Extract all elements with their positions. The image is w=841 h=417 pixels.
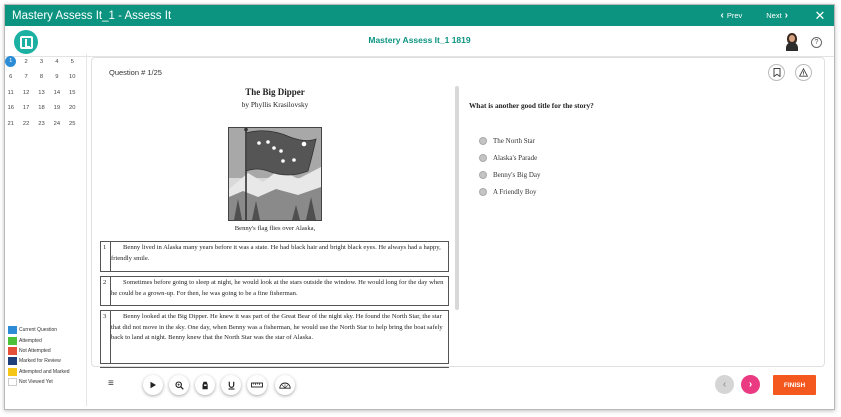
- paragraph-text: Sometimes before going to sleep at night, he would look at the stars outside the window. He would long for the day when he could be a grown-up. For then, he was going to be a fine fisherman.: [111, 279, 444, 297]
- report-issue-button[interactable]: [795, 64, 812, 81]
- legend-swatch: [8, 357, 17, 365]
- answer-option[interactable]: [479, 183, 541, 200]
- question-number[interactable]: 10: [69, 74, 76, 81]
- highlighter-button[interactable]: [195, 375, 215, 395]
- question-number[interactable]: 12: [22, 89, 30, 96]
- answer-options: [479, 132, 541, 200]
- legend-item: Attempted and Marked: [8, 367, 70, 377]
- legend-swatch: [8, 378, 17, 386]
- bookmark-icon: [773, 68, 781, 77]
- question-number[interactable]: 3: [39, 58, 44, 65]
- status-legend: [8, 325, 70, 387]
- paragraph-number: 3: [103, 313, 107, 320]
- navigator-row: [3, 54, 83, 70]
- navigator-row: [3, 101, 83, 117]
- question-number[interactable]: 22: [22, 120, 30, 127]
- question-number-label: Question # 1/25: [109, 68, 162, 77]
- question-number[interactable]: 2: [24, 58, 28, 65]
- legend-item: Current Question: [8, 325, 70, 335]
- question-number[interactable]: 7: [24, 74, 28, 81]
- paragraph-text: Benny lived in Alaska many years before it was a state. He had black hair and bright black eyes. He always had a happy, friendly smile.: [111, 244, 441, 262]
- avatar[interactable]: [784, 33, 800, 51]
- prev-question-link[interactable]: [720, 10, 742, 21]
- question-number[interactable]: 24: [53, 120, 61, 127]
- window-title: Mastery Assess It_1 - Assess It: [12, 9, 172, 22]
- answer-option[interactable]: [479, 149, 541, 166]
- legend-item: Attempted: [8, 335, 70, 345]
- question-number[interactable]: 6: [9, 74, 13, 81]
- question-number[interactable]: 9: [55, 74, 59, 81]
- legend-swatch: [8, 368, 17, 376]
- option-label: A Friendly Boy: [493, 187, 537, 196]
- radio-button[interactable]: [479, 154, 487, 162]
- question-number[interactable]: 8: [39, 74, 44, 81]
- image-caption: Benny's flag flies over Alaska,: [234, 225, 316, 232]
- passage-paragraph: [100, 241, 449, 272]
- bottom-toolbar: [91, 369, 825, 400]
- radio-button[interactable]: [479, 171, 487, 179]
- question-number[interactable]: 4: [55, 58, 59, 65]
- answer-option[interactable]: [479, 132, 541, 149]
- title-bar: [5, 5, 834, 26]
- previous-question-button[interactable]: [715, 375, 734, 394]
- protractor-icon: [279, 381, 291, 389]
- answer-option[interactable]: [479, 166, 541, 183]
- chevron-right-icon: ›: [784, 10, 788, 21]
- next-label: Next: [766, 11, 782, 20]
- bookmark-button[interactable]: [768, 64, 785, 81]
- paragraph-text: Benny looked at the Big Dipper. He knew it was part of the Great Bear of the night sky. He found the North Star, the star that did not move in the sky. One day, when Benny was a fisherman, he would use the North Star to help bring the boat safely back to land at night. Benny knew that the North Star was the star of Alaska.: [111, 313, 443, 341]
- question-navigator: [3, 54, 83, 132]
- underline-button[interactable]: [221, 375, 241, 395]
- question-number[interactable]: 15: [69, 89, 76, 96]
- chevron-left-icon: ‹: [722, 379, 727, 390]
- underline-icon: [227, 381, 236, 390]
- question-number[interactable]: 21: [7, 120, 14, 127]
- ruler-icon: [251, 381, 263, 389]
- reading-passage: [100, 87, 450, 341]
- help-icon[interactable]: ?: [811, 37, 822, 48]
- question-number-current[interactable]: 1: [3, 56, 18, 67]
- legend-item: Marked for Review: [8, 356, 70, 366]
- highlighter-icon: [201, 381, 210, 390]
- test-title: Mastery Assess It_1 1819: [368, 35, 471, 45]
- navigator-row: [3, 70, 83, 86]
- option-label: Alaska's Parade: [493, 153, 538, 162]
- question-number[interactable]: 5: [70, 58, 74, 65]
- next-question-button[interactable]: [741, 375, 760, 394]
- zoom-icon: [175, 381, 184, 390]
- option-label: Benny's Big Day: [493, 170, 541, 179]
- question-number[interactable]: 18: [38, 105, 45, 112]
- question-prompt: What is another good title for the story?: [469, 101, 594, 110]
- passage-paragraph: [100, 276, 449, 306]
- radio-button[interactable]: [479, 137, 487, 145]
- question-number[interactable]: 17: [22, 105, 30, 112]
- protractor-button[interactable]: [275, 375, 295, 395]
- play-icon: [149, 381, 157, 389]
- question-number[interactable]: 20: [69, 105, 76, 112]
- passage-author: by Phyllis Krasilovsky: [241, 100, 309, 109]
- radio-button[interactable]: [479, 188, 487, 196]
- passage-title: The Big Dipper: [245, 87, 305, 97]
- chevron-left-icon: ‹: [720, 10, 724, 21]
- legend-swatch: [8, 337, 17, 345]
- question-number[interactable]: 23: [38, 120, 45, 127]
- paragraph-number: 2: [103, 279, 107, 286]
- passage-paragraph: [100, 367, 449, 368]
- next-question-link[interactable]: [766, 10, 788, 21]
- ruler-button[interactable]: [247, 375, 267, 395]
- question-number[interactable]: 25: [69, 120, 76, 127]
- paragraph-number: 1: [103, 244, 107, 251]
- menu-icon[interactable]: ≡: [108, 378, 114, 389]
- legend-item: Not Viewed Yet: [8, 377, 70, 387]
- question-number[interactable]: 13: [38, 89, 45, 96]
- prev-label: Prev: [726, 11, 743, 20]
- alaska-flag-illustration: [228, 127, 322, 221]
- chevron-right-icon: ›: [748, 379, 753, 390]
- finish-button[interactable]: FINISH: [773, 375, 816, 395]
- question-number[interactable]: 19: [53, 105, 61, 112]
- passage-paragraph: [100, 310, 449, 364]
- legend-swatch: [8, 347, 17, 355]
- zoom-button[interactable]: [169, 375, 189, 395]
- question-number[interactable]: 14: [53, 89, 61, 96]
- legend-swatch: [8, 326, 17, 334]
- text-to-speech-button[interactable]: [143, 375, 163, 395]
- question-number[interactable]: 11: [7, 89, 14, 96]
- navigator-row: [3, 116, 83, 132]
- option-label: The North Star: [493, 136, 535, 145]
- legend-item: Not Attempted: [8, 346, 70, 356]
- passage-scrollbar[interactable]: [455, 86, 459, 310]
- navigator-row: [3, 85, 83, 101]
- question-number[interactable]: 16: [7, 105, 14, 112]
- warning-icon: [799, 68, 808, 77]
- sidebar-divider: [86, 54, 87, 406]
- close-icon[interactable]: ✕: [814, 7, 826, 23]
- header: [5, 26, 834, 57]
